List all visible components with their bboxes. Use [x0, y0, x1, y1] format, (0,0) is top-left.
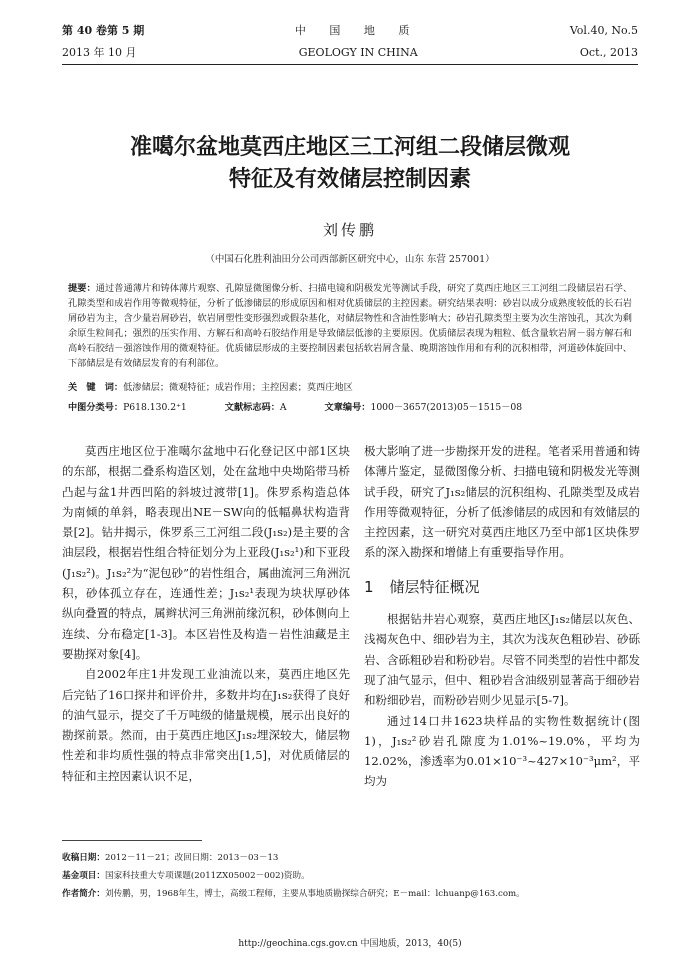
body-right-column: [364, 441, 640, 792]
header-rule: [62, 64, 638, 65]
abstract-text: 通过普通薄片和铸体薄片观察、孔隙显微图像分析、扫描电镜和阴极发光等测试手段，研究了莫西庄地区三工河组二段储层岩石学、孔隙类型和成岩作用等微观特征，分析了低渗储层的形成原因和相对优质储层的主控因素。研究结果表明：砂岩以成分成熟度较低的长石岩屑砂岩为主，含少量岩屑砂岩，软岩屑塑性变形强烈或假杂基化，对储层物性和含油性影响大；砂岩孔隙类型主要为次生溶蚀孔，其次为剩余原生粒间孔；强烈的压实作用、方解石和高岭石胶结作用是导致储层低渗的主要原因。优质储层表现为粗粒、低含量软岩屑－弱方解石和高岭石胶结－强溶蚀作用的微观特征。优质储层形成的主要控制因素包括软岩屑含量、晚期溶蚀作用和有利的沉积相带，河道砂体旋回中、下部储层是有效储层发育的有利部位。: [68, 283, 633, 369]
abstract-label: 提要：: [68, 283, 96, 294]
footnote-author: [62, 887, 638, 899]
section-heading: [364, 577, 640, 597]
volume-en: Vol.40, No.5: [569, 23, 638, 37]
issue-cn: 第 40 卷第 5 期: [62, 24, 145, 37]
paragraph: 根据钻井岩心观察，莫西庄地区J₁s₂储层以灰色、浅褐灰色中、细砂岩为主，其次为浅灰色粗砂岩、砂砾岩、含砾粗砂岩和粉砂岩。尽管不同类型的岩性中都发现了油气显示，但中、粗砂岩含油级别显著高于细砂岩和粉细砂岩，而粉砂岩则少见显示[5-7]。: [364, 612, 640, 708]
article-number-value: 1000－3657(2013)05－1515－08: [370, 402, 523, 413]
body-left-column: [62, 441, 350, 786]
doc-code-label: 文献标志码：: [224, 402, 280, 413]
clc-label: 中图分类号：: [68, 402, 124, 413]
fund-label: 基金项目：: [62, 871, 105, 881]
author-affiliation: （中国石化胜利油田分公司西部新区研究中心，山东 东营 257001）: [205, 254, 495, 265]
author-name: 刘传鹏: [322, 221, 377, 239]
abstract: [68, 281, 632, 371]
received-value: 2012－11－21；改回日期：2013－03－13: [104, 853, 279, 863]
keywords-label: 关 键 词：: [68, 382, 124, 393]
author-bio-label: 作者简介：: [62, 889, 105, 899]
fund-value: 国家科技重大专项课题(2011ZX05002－002)资助。: [104, 871, 310, 881]
article-number-label: 文章编号：: [324, 402, 371, 413]
footnote-fund: [62, 869, 638, 881]
title-line-2: 特征及有效储层控制因素: [228, 167, 471, 192]
keywords: [68, 379, 632, 393]
clc-value: P618.130.2⁺1: [123, 402, 187, 413]
author-bio-value: 刘传鹏，男，1968年生，博士，高级工程师，主要从事地质勘探综合研究；E－mail：lchuanp@163.com。: [104, 889, 525, 899]
journal-cn: 中 国 地 质: [294, 24, 420, 37]
date-en: Oct., 2013: [579, 45, 638, 59]
running-header: [62, 22, 638, 60]
paragraph: 自2002年庄1井发现工业油流以来，莫西庄地区先后完钻了16口探井和评价井，多数井均在J₁s₂获得了良好的油气显示，提交了千万吨级的储量规模，展示出良好的勘探前景。然而，由于莫西庄地区J₁s₂埋深较大，储层物性差和非均质性强的特点非常突出[1,5]，对优质储层的特征和主控因素认识不足，: [62, 667, 350, 783]
date-cn: 2013 年 10 月: [62, 46, 137, 59]
footnote-received: [62, 851, 638, 863]
page-footer: http://geochina.cgs.gov.cn 中国地质，2013，40(5): [238, 939, 462, 949]
section-title: 储层特征概况: [389, 577, 480, 596]
title-line-1: 准噶尔盆地莫西庄地区三工河组二段储层微观: [129, 135, 570, 160]
paragraph: 极大影响了进一步勘探开发的进程。笔者采用普通和铸体薄片鉴定，显微图像分析、扫描电镜和阴极发光等测试手段，研究了J₁s₂储层的沉积组构、孔隙类型及成岩作用等微观特征，分析了低渗储层的成因和有效储层的主控因素，这一研究对莫西庄地区乃至中部1区块侏罗系的深入勘探和增储上有重要指导作用。: [364, 444, 640, 560]
doc-code-value: A: [279, 402, 287, 413]
paragraph: 通过14口井1623块样品的实物性数据统计(图1)，J₁s₂²砂岩孔隙度为1.01%~19.0%，平均为12.02%，渗透率为0.01×10⁻³~427×10⁻³μm²，平均为: [364, 713, 640, 789]
classification-line: [68, 399, 632, 413]
section-number: 1: [364, 577, 374, 596]
paragraph: 莫西庄地区位于准噶尔盆地中石化登记区中部1区块的东部，根据二叠系构造区划，处在盆地中央坳陷带马桥凸起与盆1井西凹陷的斜坡过渡带[1]。侏罗系构造总体为南倾的单斜，略表现出NE－SW向的低幅鼻状构造背景[2]。钻井揭示，侏罗系三工河组二段(J₁s₂)是主要的含油层段，根据岩性组合特征划分为上亚段(J₁s₂¹)和下亚段(J₁s₂²)。J₁s₂²为“泥包砂”的岩性组合，属曲流河三角洲沉积，砂体孤立存在，连通性差；J₁s₂¹表现为块状厚砂体纵向叠置的特点，属辫状河三角洲前缘沉积，砂体侧向上连续、分布稳定[1-3]。本区岩性及构造－岩性油藏是主要勘探对象[4]。: [62, 444, 350, 661]
journal-en: GEOLOGY IN CHINA: [298, 45, 418, 59]
received-label: 收稿日期：: [62, 853, 105, 863]
footnote-rule: [62, 840, 202, 841]
keywords-text: 低渗储层；微观特征；成岩作用；主控因素；莫西庄地区: [123, 382, 353, 393]
article-title: [62, 132, 638, 196]
